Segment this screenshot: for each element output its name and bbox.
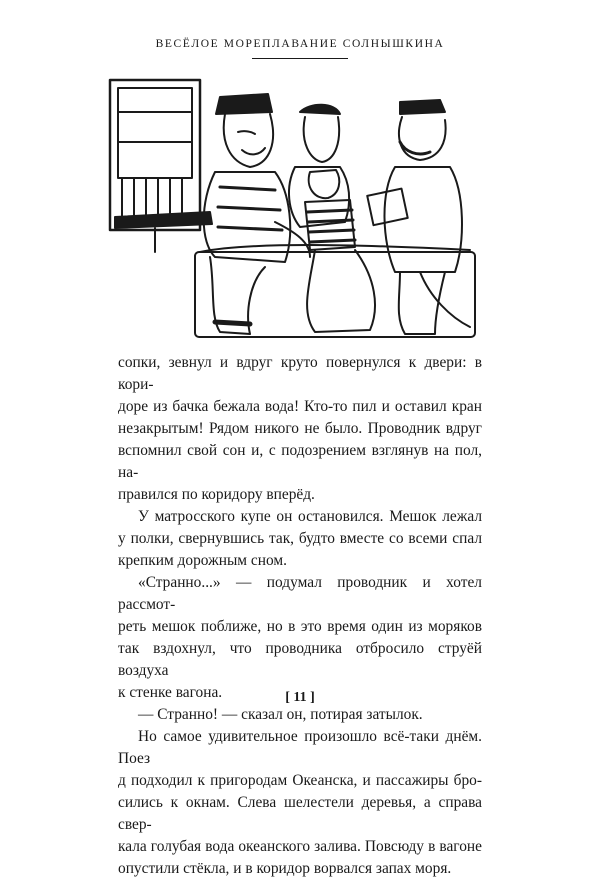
text-line: — Странно! — сказал он, потирая затылок. [138,706,423,723]
header-rule [252,58,348,59]
sailors-in-train-compartment-illustration [100,72,500,347]
text-line: кала голубая вода океанского залива. Повсюду в вагоне [118,838,482,855]
paragraph-4 [118,704,482,726]
paragraph-1 [118,352,482,506]
text-line: незакрытым! Рядом никого не было. Проводник вдруг [118,420,482,437]
paragraph-3 [118,572,482,704]
text-line: доре из бачка бежала вода! Кто-то пил и оставил кран [118,398,482,415]
text-line: «Странно...» — подумал проводник и хотел рассмот- [118,574,482,613]
body-text [118,352,482,880]
text-line: сопки, зевнул и вдруг круто повернулся к двери: в кори- [118,354,482,393]
text-line: сились к окнам. Слева шелестели деревья, а справа свер- [118,794,482,833]
text-line: вспомнил свой сон и, с подозрением взглянув на пол, на- [118,442,482,481]
text-line: к стенке вагона. [118,684,223,701]
text-line: У матросского купе он остановился. Мешок лежал [138,508,482,525]
text-line: реть мешок поближе, но в это время один из моряков [118,618,482,635]
paragraph-2 [118,506,482,572]
text-line: так вздохнул, что проводника отбросило струёй воздуха [118,640,482,679]
text-line: Но самое удивительное произошло всё-таки днём. Поез [118,728,482,767]
text-line: д подходил к пригородам Океанска, и пассажиры бро- [118,772,482,789]
text-line: крепким дорожным сном. [118,552,287,569]
text-line: опустили стёкла, и в коридор ворвался запах моря. [118,860,452,877]
text-line: правился по коридору вперёд. [118,486,315,503]
page-number: [ 11 ] [285,690,315,705]
paragraph-5 [118,726,482,880]
running-head: ВЕСЁЛОЕ МОРЕПЛАВАНИЕ СОЛНЫШКИНА [155,38,445,50]
text-line: у полки, свернувшись так, будто вместе со всеми спал [118,530,482,547]
